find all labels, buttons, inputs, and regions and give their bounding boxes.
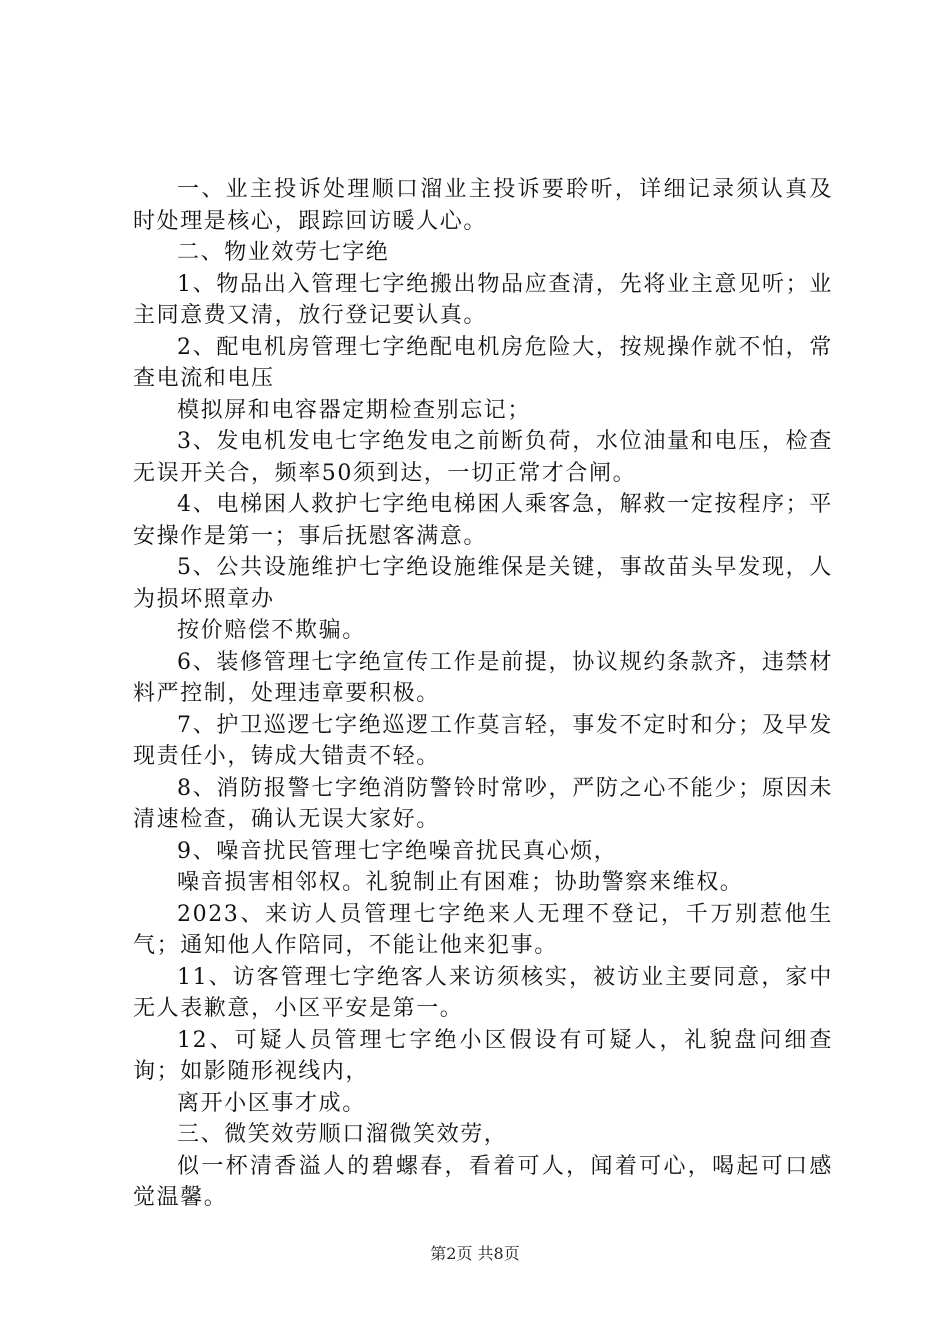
paragraph-item-5: 5、公共设施维护七字绝设施维保是关键，事故苗头早发现，人为损坏照章办 (133, 555, 833, 612)
paragraph-item-7: 7、护卫巡逻七字绝巡逻工作莫言轻，事发不定时和分；及早发现责任小，铸成大错责不轻。 (133, 712, 833, 769)
paragraph-closing: 似一杯清香溢人的碧螺春，看着可人，闻着可心，喝起可口感觉温馨。 (133, 1153, 833, 1210)
paragraph-item-1: 1、物品出入管理七字绝搬出物品应查清，先将业主意见听；业主同意费又清，放行登记要认真。 (133, 271, 833, 328)
paragraph-item-9: 9、噪音扰民管理七字绝噪音扰民真心烦， (177, 838, 618, 864)
paragraph-item-9-continued: 噪音损害相邻权。礼貌制止有困难；协助警察来维权。 (177, 870, 744, 895)
document-body (133, 174, 833, 1214)
paragraph-item-12: 12、可疑人员管理七字绝小区假设有可疑人，礼貌盘问细查询；如影随形视线内， (133, 1027, 833, 1084)
paragraph-item-10: 2023、来访人员管理七字绝来人无理不登记，千万别惹他生气；通知他人作陪同，不能让他来犯事。 (133, 901, 833, 958)
paragraph-item-3: 3、发电机发电七字绝发电之前断负荷，水位油量和电压，检查无误开关合，频率50须到达，一切正常才合闸。 (133, 429, 833, 486)
paragraph-item-5-continued: 按价赔偿不欺骗。 (177, 618, 366, 643)
paragraph-item-2-continued: 模拟屏和电容器定期检查别忘记； (177, 397, 532, 423)
paragraph-item-2: 2、配电机房管理七字绝配电机房危险大，按规操作就不怕，常查电流和电压 (133, 334, 833, 391)
paragraph-item-12-continued: 离开小区事才成。 (177, 1090, 366, 1116)
section-heading-2: 二、物业效劳七字绝 (177, 240, 390, 265)
paragraph-item-6: 6、装修管理七字绝宣传工作是前提，协议规约条款齐，违禁材料严控制，处理违章要积极。 (133, 649, 833, 706)
paragraph-item-8: 8、消防报警七字绝消防警铃时常吵，严防之心不能少；原因未清速检查，确认无误大家好。 (133, 775, 833, 832)
section-heading-3: 三、微笑效劳顺口溜微笑效劳， (177, 1122, 508, 1147)
paragraph-item-4: 4、电梯困人救护七字绝电梯困人乘客急，解救一定按程序；平安操作是第一；事后抚慰客满意。 (133, 492, 833, 549)
paragraph-item-11: 11、访客管理七字绝客人来访须核实，被访业主要同意，家中无人表歉意，小区平安是第一。 (133, 964, 833, 1021)
paragraph-1: 一、业主投诉处理顺口溜业主投诉要聆听，详细记录须认真及时处理是核心，跟踪回访暖人心。 (133, 177, 833, 234)
page-footer: 第2页 共8页 (430, 1244, 520, 1263)
